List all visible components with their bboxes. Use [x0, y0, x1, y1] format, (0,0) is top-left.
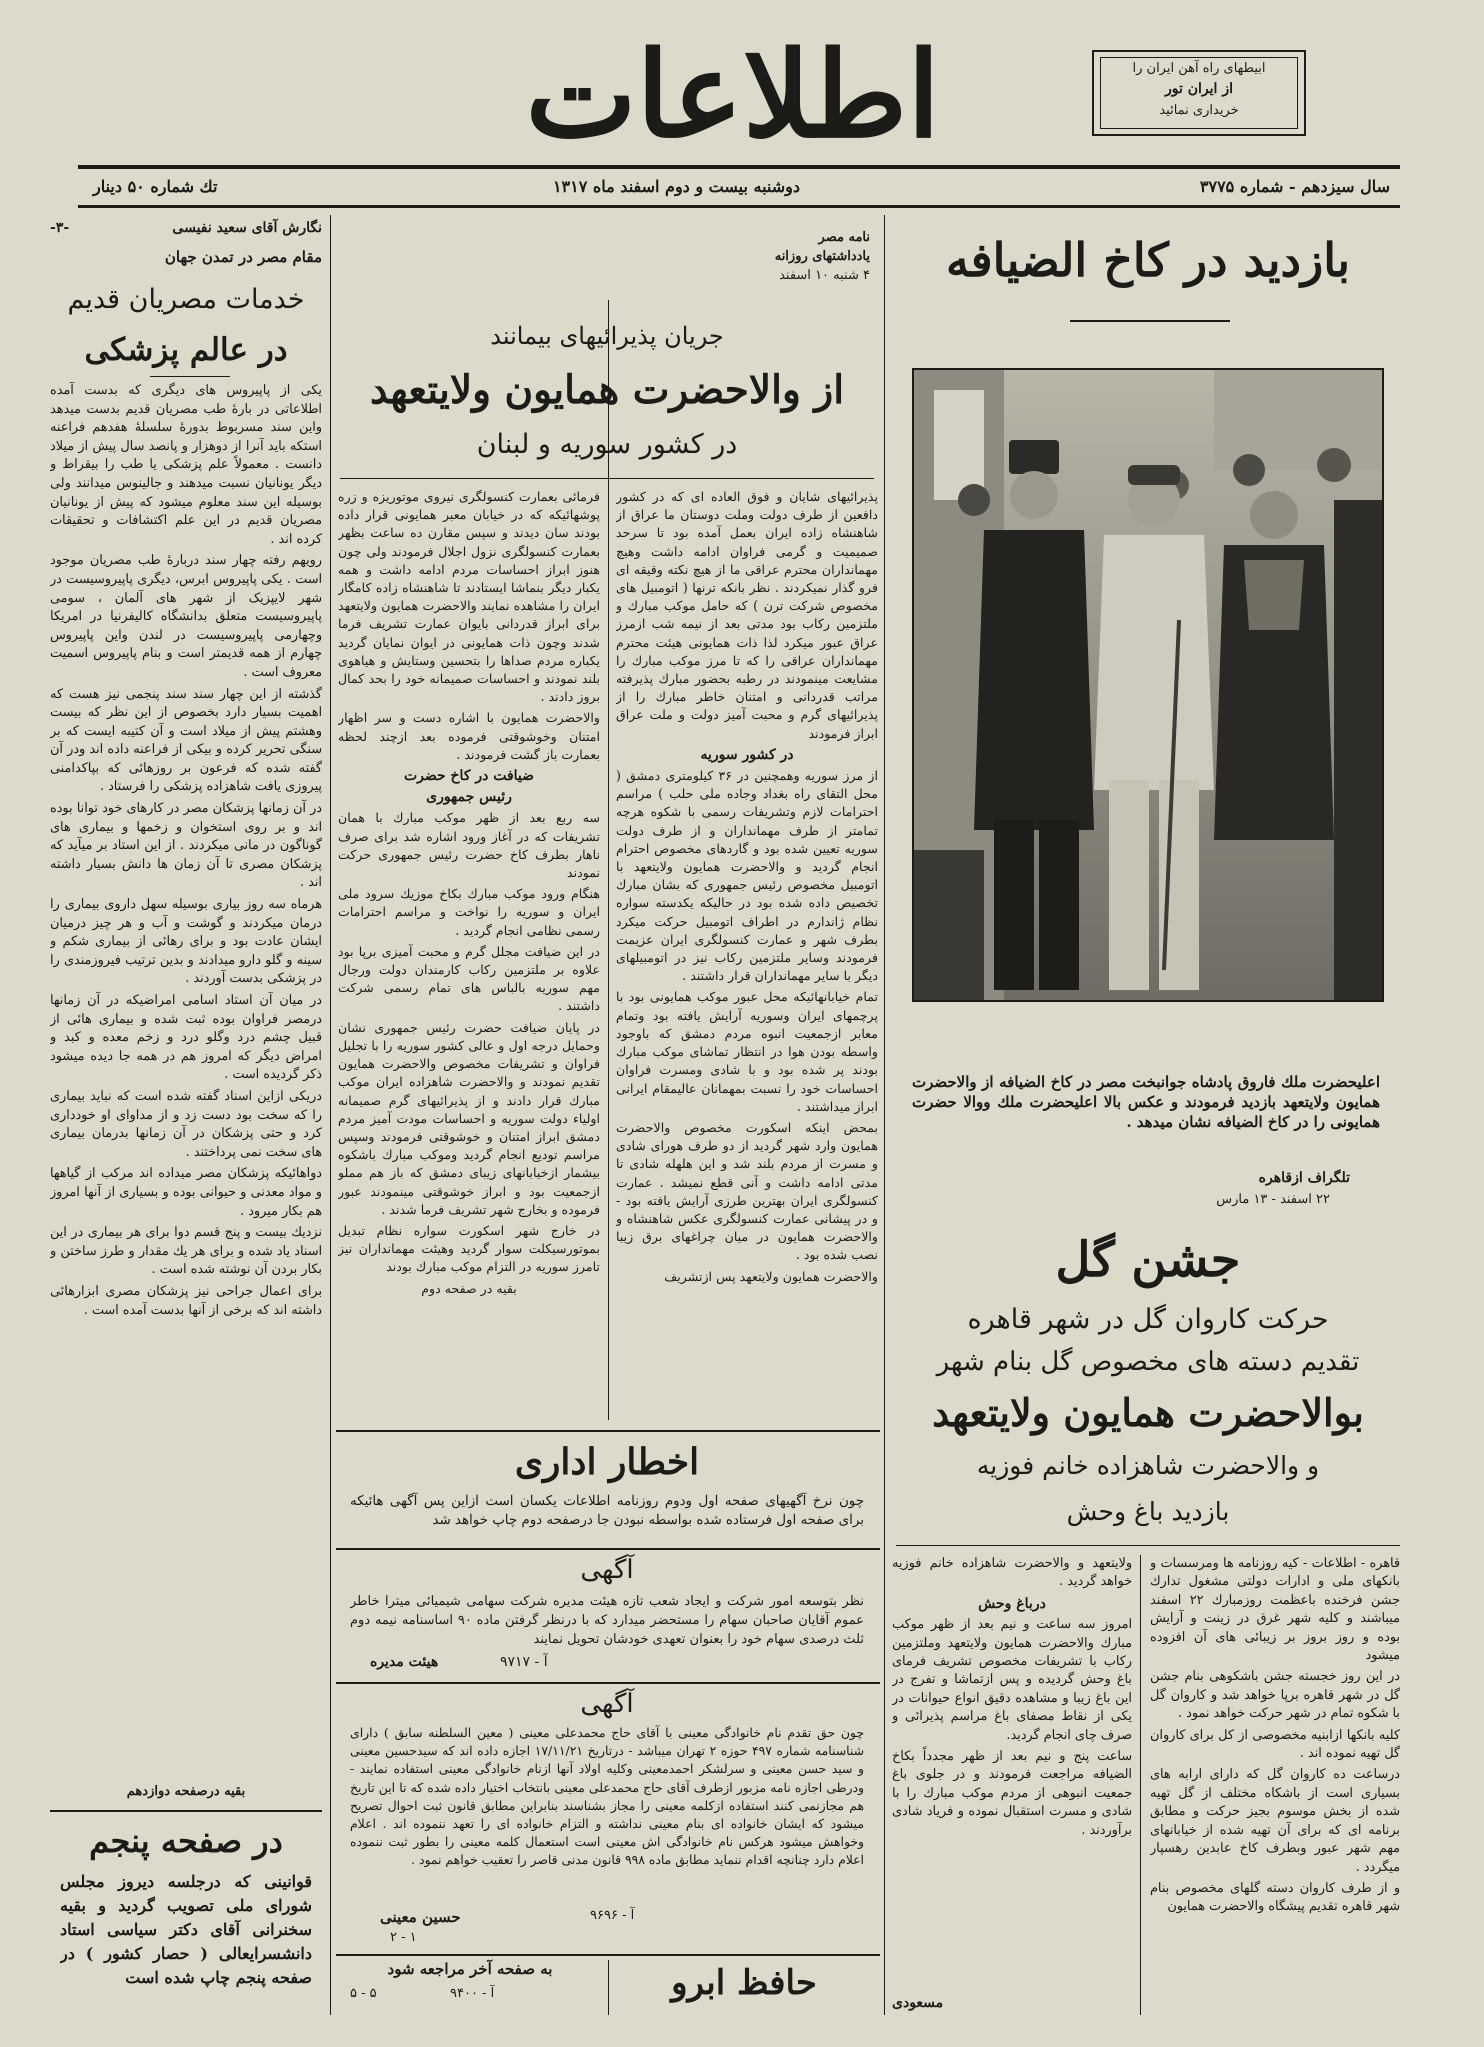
middle-kicker: جریان پذیرائیهای بیمانند: [490, 322, 724, 350]
ad2-code-1: آ - ۹۶۹۶: [590, 1908, 635, 1923]
footer-code: آ - ۹۴۰۰: [450, 1986, 495, 2001]
left-byline-row: [50, 220, 322, 244]
right-headline: بازدید در کاخ الضیافه: [945, 233, 1351, 287]
ad1-footer: [350, 1654, 864, 1676]
middle-headline-rule: [340, 478, 874, 479]
left-para: دواهائیکه پزشکان مصر میداده اند مرکب از گیاهها و مواد معدنی و حیوانی بوده و بسیاری از آنها امروز هم بکار میرود .: [50, 1166, 322, 1219]
left-box-rule: [50, 1810, 322, 1812]
middle-headline: از والاحضرت همایون ولایتعهد: [369, 367, 845, 413]
festival-column-1: [1150, 1555, 1400, 2015]
left-byline: نگارش آقای سعید نفیسی: [172, 220, 322, 236]
notice-text: چون نرخ آگهیهای صفحه اول ودوم روزنامه اطلاعات یکسان است ازاین پس آگهی هائیکه برای صفحه اول فرستاده شده بواسطه نبودن جا درصفحه دوم چاپ خواهد شد: [350, 1494, 864, 1528]
ad2-footer: [350, 1908, 864, 1952]
ad-line-3: خریداری نمائید: [1159, 103, 1239, 118]
festival-col1-para: قاهره - اطلاعات - کیه روزنامه ها ومرسسات و بانکهای ملی و ادارات دولتی مشغول تدارك جشن فرخنده باعظمت روزمبارك ۲۲ اسفند میباشند و کلیه شهر غرق در زینت و آرایش بوده و روز بروز بر زیبائی های آن افزوده میشود: [1150, 1556, 1400, 1664]
left-headline-1: خدمات مصریان قدیم: [67, 284, 305, 315]
year-issue: سال سیزدهم - شماره ۳۷۷۵: [1199, 177, 1390, 196]
syria-subhead: در کشور سوریه: [700, 746, 794, 763]
ad-line-1: ابیطهای راه آهن ایران را: [1132, 61, 1266, 76]
middle-col-b-para: هنگام ورود موکب مبارك بکاخ موزیك سرود ملی ایران و سوریه را نواخت و مراسم احترامات رسمی نظامی انجام گردید .: [338, 886, 600, 938]
left-para: برای اعمال جراحی نیز پزشکان مصری ابزارهائی داشته اند که برخی از آنها بدست آمده است .: [50, 1283, 322, 1318]
ad2-title: آگهی: [580, 1689, 634, 1719]
masthead-rule-bottom: [78, 205, 1400, 208]
middle-subheadline: در کشور سوریه و لبنان: [476, 429, 738, 460]
festival-deck-2: تقدیم دسته های مخصوص گل بنام شهر: [936, 1347, 1360, 1377]
ad2-code-2: ۱ - ۲: [390, 1930, 417, 1945]
festival-col1-para: و از طرف کاروان دسته گلهای مخصوص بنام شهر قاهره تقدیم پیشگاه والاحضرت همایون: [1150, 1880, 1400, 1915]
middle-col-b-para: در این ضیافت مجلل گرم و محبت آمیزی برپا بود علاوه بر ملتزمین رکاب کارمندان دولت ورجال مهم سوریه بالباس های تمام رسمی شرکت داشتند .: [338, 943, 600, 1014]
issue-price: تك شماره ۵۰ دینار: [93, 177, 218, 196]
ad1-text: نظر بتوسعه امور شرکت و ایجاد شعب تازه هیئت مدیره شرکت سهامی شیمیائی میترا خاطر عموم آقایان صاحبان سهام را مستحضر میدارد که با درنظر گرفتن ماده ۹۰ اساسنامه نیمه دوم ثلث درصدی سهام خود را بعنوان تعهدی خودشان تحویل نمایند: [350, 1594, 864, 1647]
column-divider-middle: [608, 300, 609, 1420]
article-signature: مسعودی: [892, 1995, 944, 2011]
left-para: در آن زمانها پزشکان مصر در کارهای خود توانا بوده اند و بر روی استخوان و زخمها و بیماری های گوناگون در مانی میکردند . از این استاد بر میآید که پزشکان مصری تا آن زمان ها دانش بسیار داشته اند .: [50, 801, 322, 891]
footer-code-2: ۵ - ۵: [350, 1986, 377, 2001]
column-label-c: ۴ شنبه ۱۰ اسفند: [779, 268, 870, 283]
middle-col-a-para: والاحضرت همایون ولایتعهد پس ازتشریف: [664, 1268, 878, 1284]
middle-col-b-para: در پایان ضیافت حضرت رئیس جمهوری نشان وحمایل درجه اول و عالی کشور سوریه را با تجلیل فراوان و تشریفات مخصوص والاحضرت همایون تقدیم نمودند و والاحضرت شاهزاده ایران موکب مبارك قرار دادند و از پذیرائیهای گرم صمیمانه اولیاء دولت سوریه و احساسات مودت آمیز مردم دمشق ابراز امتنان و خوشوقتی فرمودند وسپس مراسم تودیع انجام گردید وموکب مبارك باشکوه بیشمار ازخیابانهای زیبای دمشق که باز هم مملو ازجمعیت بود و ابراز خوشوقتی مینمودند عبور فرموده و بخارج شهر تشریف فرما شدند .: [338, 1019, 600, 1217]
festival-column-2: [892, 1555, 1132, 1985]
middle-col-a-para: از مرز سوریه وهمچنین در ۳۶ کیلومتری دمشق ( محل التقای راه بغداد وجاده ملی حلب ) مراسم احترامات لازم وتشریفات رسمی با شکوه هرچه تمامتر از طرف مهمانداران و از طرف دولت سوریه تعیین شده بود و گاردهای مخصوص احترام انجام گردید و والاحضرت همایون ولایتعهد با اتومبیل مخصوص رئیس جمهوری که بشان مبارك تخصیص داده شده بود در حالیکه یکدسته سواره نظام ژاندارم در اطراف اتومبیل حرکت میکرد بطرف شهر و عمارت کنسولگری ایران عزیمت فرمودند وسایر ملتزمین رکاب نیز در اتومبیلهای دیگر با سایر مهمانداران قرار داشتند .: [616, 768, 878, 984]
middle-column-a: [616, 488, 878, 1418]
masthead-rule-top: [78, 165, 1400, 169]
left-para: در میان آن استاد اسامی امراضیکه در آن زمانها درمصر فراوان بوده ثبت شده و بیماری هائی از قبیل چشم درد وگلو درد و زخم معده و کبد و امراض دیگر که امروز هم در همه جا دیده میشود ذکر گردیده است .: [50, 993, 322, 1083]
photo-palace-visit: [912, 368, 1384, 1002]
palace-subhead-2: رئیس جمهوری: [426, 789, 512, 806]
telegraph-date: ۲۲ اسفند - ۱۳ مارس: [1216, 1192, 1330, 1207]
festival-col1-para: در این روز خجسته جشن باشکوهی بنام جشن گل در شهر قاهره برپا خواهد شد و کاروان گل با شکوه تمام در شهر حرکت خواهد نمود .: [1150, 1669, 1400, 1722]
middle-column-b: [338, 488, 600, 1418]
issue-date: دوشنبه بیست و دوم اسفند ماه ۱۳۱۷: [552, 177, 800, 196]
column-label-box: [690, 228, 870, 288]
footer-codes: [340, 1986, 600, 2008]
left-sub-1: مقام مصر در تمدن جهان: [164, 248, 322, 266]
notice-title: اخطار اداری: [514, 1441, 700, 1483]
middle-col-b-para: در خارج شهر اسکورت سواره نظام تبدیل بموتورسیکلت سوار گردید وهیئت مهمانداران نیز تامرز سوریه در التزام موکب مبارك بودند: [338, 1222, 600, 1275]
footer-continue: به صفحه آخر مراجعه شود: [387, 1960, 553, 1978]
left-para: گذشته از این چهار سند سند پنجمی نیز هست که اهمیت بسیار دارد بخصوص از این نظر که بیست وهشتم پیش از میلاد است و آن کتیبه ایست که بر سنگی تحریر کرده و بیکی از فراعنه داده اند ودر آن گفته شده که فرعون بر روزهائی که بپاکدامنی پیروزی یافت شاهزاده پزشکی را فرستاد .: [50, 686, 322, 795]
notice-rule-top: [336, 1430, 880, 1432]
left-box-text: قوانینی که درجلسه دیروز مجلس شورای ملی تصویب گردید و بقیه سخنرانی آقای دکتر سیاسی استاد دانشسرایعالی ( حصار کشور ) در صفحه پنجم چاپ شده است: [60, 1872, 312, 1987]
middle-col-b-para: والاحضرت همایون با اشاره دست و سر اظهار امتنان وخوشوقتی فرموده بعد ازچند لحظه بعمارت باز گشت فرمودند .: [338, 710, 600, 762]
ad-line-2: از ایران تور: [1165, 81, 1233, 97]
footer-divider: [608, 1960, 609, 2015]
left-box-title: در صفحه پنجم: [89, 1822, 283, 1860]
left-para: یکی از پاپیروس های دیگری که بدست آمده اطلاعاتی در بارهٔ طب مصریان قدیم بدست میدهد واین سند مسربوط بدورهٔ سلسلهٔ هفدهم فراعنه استکه باید آنرا از دوهزار و پانصد سال پیش از میلاد دانست . معمولاً علم پزشکی یا طب را بیقراط و دیگر یونانیان نسبت میدهند و جالینوس میدانند ولی بوسیله این سند معلوم میشود که پیش از یونانیان مصریان قدیم در این علم اکتشافات و تحقیقات کرده اند .: [50, 383, 322, 547]
column-label-a: نامه مصر: [818, 230, 870, 245]
zoo-subhead: درباغ وحش: [978, 1595, 1046, 1612]
festival-col1-para: درساعت ده کاروان گل که دارای ارابه های بسیاری است از باشکاه مختلف از گل تهیه شده از بخش موسوم بجیز حرکت و مطابق برنامه ای که برای آن تهیه شده از خیابانهای مهم شهر عبور وبطرف کاخ عابدین رهسپار میگردد .: [1150, 1767, 1400, 1875]
ad1-code: آ - ۹۷۱۷: [500, 1654, 548, 1670]
masthead-info-bar: [78, 172, 1400, 202]
continued-note: بقیه در صفحه دوم: [421, 1280, 517, 1296]
festival-deck-3: بوالاحضرت همایون ولایتعهد: [932, 1390, 1364, 1435]
column-label-b: یادداشتهای روزانه: [774, 249, 870, 264]
middle-col-b-para: فرمائی بعمارت کنسولگری نیروی موتوریزه و زره پوشهائیکه که در خیابان معبر همایونی قرار داده بودند سان دیدند و سپس مقارن ده ساعت بظهر بعمارت کنسولگری نزول اجلال فرمودند ولی چون هنوز ابراز احساسات مردم ادامه داشت و همه یکبار دیگر بنماشا ایستادند تا شاهنشاه زاده کامگار ایران را مشاهده نمایند والاحضرت همایون ولایتعهد برای ابراز قدردانی بایوان عمارت تشریف فرما شدند وچون ذات همایونی در ایوان نمایان گردید یکباره مردم صداها را بتحسین وستایش و هیاهوی بلند نمودند و احساسات صمیمانه خود را بحد کمال بروز دادند .: [338, 489, 600, 705]
right-headline-rule: [1070, 320, 1230, 322]
festival-col2-para: ولایتعهد و والاحضرت شاهزاده خانم فوزیه خواهد گردید .: [892, 1556, 1132, 1590]
ad1-title: آگهی: [580, 1555, 634, 1585]
photo-caption: اعلیحضرت ملك فاروق پادشاه جوانبخت مصر در کاخ الضیافه از والاحضرت همایون ولایتعهد بازدید فرمودند و عکس بالا اعلیحضرت ملك ووالا حضرت همایونی را در کاخ الضیافه نشان میدهد .: [912, 1073, 1380, 1131]
festival-col2-para: امروز سه ساعت و نیم بعد از ظهر موکب مبارك والاحضرت همایون ولایتعهد وملتزمین رکاب با تشریفات مخصوص تشریف فرمای باغ وحش گردیده و پس ازتماشا و تفرج در این باغ زیبا و مشاهده دقیق انواع حیوانات در یکی از نقاط مصفای باغ مراسم پذیرائی و صرف چای انجام گردید.: [892, 1617, 1132, 1743]
left-article-body: [50, 382, 322, 1782]
photo-image: [914, 370, 1382, 1000]
middle-col-a-para: پذیرائیهای شایان و فوق العاده ای که در کشور دافعین از طرف دولت وملت دوستان ما عراق از شاهنشاه زاده ایران بعمل آمده بود تا سرحد صمیمیت و گرمی فراوان ادامه داشت وهیچ مهمانداران محترم عراقی ما از هیچ نکته وقیقه ای فرو گذار نمیکردند . نظر بانکه ترنها ( اتومبیل های مخصوص شرکت ترن ) که حامل موکب مبارك و ملتزمین رکاب بود مدتی بعد از نیمه شب ازمرز عراق عبور میکرد لذا ذات همایونی هیئت محترم مهمانداران عراقی را که تا مرز موکب مبارك را مشایعت مینمودند در رطبه بحضور مبارك پذیرفته مراتب قدردانی و امتنان خاطر مبارك را از پذیرائیهای گرم و محبت آمیز دولت و ملت عراق ابراز فرمودند: [616, 489, 878, 741]
ad2-text: چون حق تقدم نام خانوادگی معینی با آقای حاج محمدعلی معینی ( معین السلطنه سابق ) دارای شناسنامه شماره ۴۹۷ حوزه ۲ تهران میباشد - درتاریخ ۱۷/۱۱/۲۱ اجازه داده اند که سیدحسین معینی و سید حسن معینی و سرلشکر احمدمعینی وکلیه اولاد آنها ازنام خانوادگی معینی استفاده نمایند - ودرطی اجازه نامه مزبور ازطرف آقای حاج محمدعلی معینی بانتخاب اختیار داده شده که تا این تاریخ هم مجازنمی کنند استفاده ازکلمه معینی را مجاز بشناسند بنابراین مطابق قانون ثبت احوال تصریح میشود که ایشان خانواده ای بنام معینی نداشته و التزام خانواده ای را تعهد ننموده اند . اعلام وخواهش میشود هرکس نام خانوادگی اش معینی است استعمال کلمه معینی را بطور ثبت ننموده اعلام دارد چنانچه اقدام ننماید مطابق ماده ۹۹۸ قانون مدنی قاصر را تعقیب خواهم نمود .: [350, 1725, 864, 1868]
middle-col-a-para: بمحض اینکه اسکورت مخصوص والاحضرت همایون وارد شهر گردید از دو طرف هورای شادی و مسرت از مردم بلند شد و این هلهله شادی تا مدتی ادامه داشت و آنی قطع نمیشد . عمارت کنسولگری ایران بهترین طرزی آرایش یافته بود - و در پیشانی عمارت کنسولگری عکس شاهنشاه و والاحضرت همایون در میان چراغهای برق زیبا نصب شده بود .: [616, 1119, 878, 1263]
festival-rule: [896, 1545, 1400, 1546]
festival-deck-5: بازدید باغ وحش: [1066, 1497, 1230, 1526]
middle-col-a-para: تمام خیابانهائیکه محل عبور موکب همایونی بود با پرچمهای ایران وسوریه آرایش یافته بود وتمام معابر ازجمعیت انبوه مردم دمشق که باوجود واسطه بودن هوا در انتظار تماشای موکب مبارك بودند پر شده بود و با شادی ومسرت فراوان احساسات خود را نسبت بمهمانان عالیمقام ایرانی ابراز میداشتند .: [616, 989, 878, 1114]
festival-deck-1: حرکت کاروان گل در شهر قاهره: [967, 1304, 1329, 1335]
ad2-sign: حسین معینی: [380, 1908, 461, 1926]
middle-col-b-para: سه ربع بعد از ظهر موکب مبارك با همان تشریفات که در آغاز ورود اشاره شد برای صرف ناهار بطرف کاخ حضرت رئیس جمهوری حرکت نمودند: [338, 810, 600, 881]
palace-subhead-1: ضیافت در کاخ حضرت: [403, 768, 535, 785]
masthead-title: اطلاعات: [525, 25, 940, 164]
left-para: هرماه سه روز بیاری بوسیله سهل داروی بیماری را درمان میکردند و گوشت و آب و هر چیز درمیان ایشان عادت بود و برای رهائی از بیماری شکم و سینه و گلو دارو میدادند و بدین ترتیب فیروزمندی را در پزشکی بدست آوردند .: [50, 897, 322, 987]
left-headline-rule: [150, 376, 230, 377]
left-para: رویهم رفته چهار سند دربارهٔ طب مصریان موجود است . یکی پاپیروس ابرس، دیگری پاپیروسیست در شهر لایپزیک از شهر های آلمان ، سومی پاپیروسیست متعلق بدانشگاه کالیفرنیا در امریکا وچهارمی پاپیروسیست در لندن واین پاپیروس چهارم از همه قدیمتر است و بنام پاپیروس اسمیت معروف است .: [50, 553, 322, 680]
festival-col1-para: کلیه بانکها ازابنیه مخصوصی از کل برای کاروان گل تهیه نموده اند .: [1150, 1727, 1400, 1762]
ad1-sign: هیئت مدیره: [370, 1654, 439, 1670]
left-headline-2: در عالم پزشکی: [84, 332, 288, 368]
festival-title: جشن گل: [1055, 1232, 1241, 1288]
festival-deck-4: و والاحضرت شاهزاده خانم فوزیه: [976, 1451, 1320, 1480]
page-marker: -۳-: [50, 220, 70, 236]
column-divider-left: [330, 215, 331, 2015]
column-divider-right: [884, 215, 885, 2015]
festival-col2-para: ساعت پنج و نیم بعد از ظهر مجدداً بکاخ الضیافه مراجعت فرمودند و در جلوی باغ جمعیت انبوهی از مردم موکب مبارك را با شادی و مسرت استقبال نموده و فریاد شادی برآوردند .: [892, 1749, 1132, 1838]
footer-ad: حافظ ابرو: [671, 1963, 817, 2003]
left-para: دریکی ازاین اسناد گفته شده است که نباید بیماری را که سخت بود دست زد و از مداوای او خودداری کرد و حتی پزشکان در آن زمانها بدرمان بیماری های سخت نمی پرداختند .: [50, 1088, 322, 1160]
left-continued: بقیه درصفحه دوازدهم: [126, 1784, 246, 1799]
telegraph-label: تلگراف ازقاهره: [1258, 1170, 1350, 1186]
left-para: نزدیك بیست و پنج قسم دوا برای هر بیماری در این اسناد یاد شده و برای هر یك مقدار و طرز ساختن و بکار بردن آن نوشته شده است .: [50, 1225, 322, 1278]
festival-column-divider: [1140, 1555, 1141, 2015]
masthead-ad-box: [1092, 50, 1306, 136]
